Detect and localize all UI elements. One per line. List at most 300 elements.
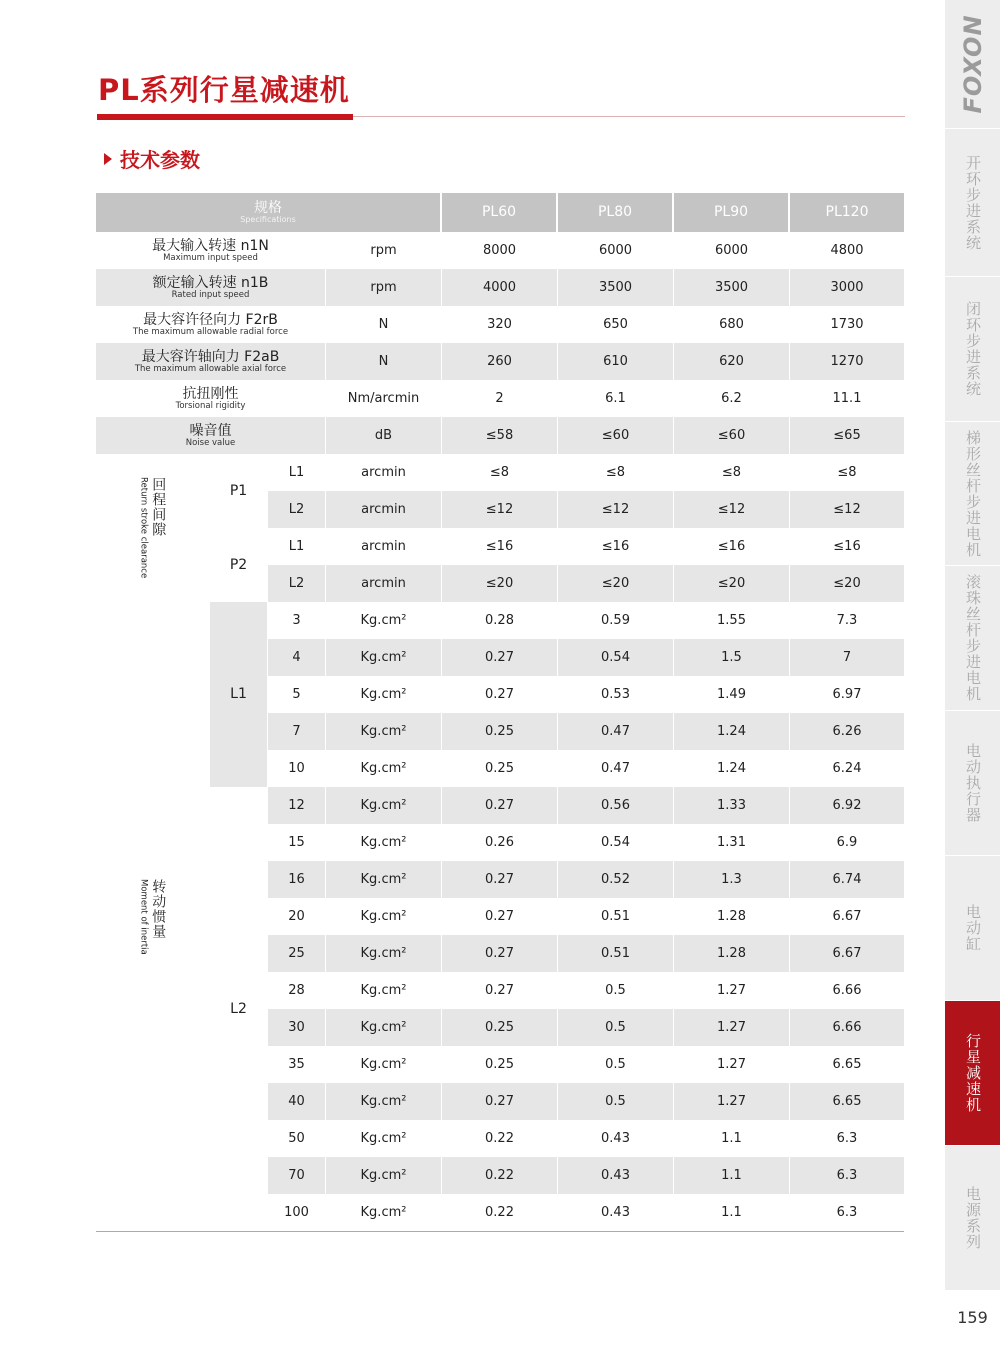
section-heading-label: 技术参数 <box>120 148 200 172</box>
sub-cell <box>268 565 325 602</box>
value-text: 1.24 <box>717 723 746 739</box>
value-text: 1.1 <box>721 1130 742 1146</box>
value-text: ≤8 <box>605 464 626 480</box>
sub-cell <box>268 1046 325 1083</box>
sub-text: 40 <box>288 1093 305 1109</box>
value-cell <box>558 1009 673 1046</box>
value-cell <box>558 935 673 972</box>
unit-cell <box>326 787 441 824</box>
value-text: 1270 <box>830 353 864 369</box>
value-cell <box>674 639 789 676</box>
backlash-category-label <box>139 477 166 578</box>
value-text: 6.74 <box>832 871 862 887</box>
model-header-label: PL80 <box>597 204 633 221</box>
value-cell <box>674 750 789 787</box>
param-name-zh: 额定输入转速 n1B <box>152 274 269 291</box>
value-cell <box>442 491 557 528</box>
sidebar-item[interactable] <box>945 1145 1000 1290</box>
value-text: 1.3 <box>721 871 742 887</box>
value-cell <box>790 565 904 602</box>
value-text: 1.27 <box>717 1093 746 1109</box>
value-cell <box>442 824 557 861</box>
sub-text: L1 <box>288 464 305 480</box>
sidebar-item[interactable] <box>945 565 1000 710</box>
value-cell <box>790 1046 904 1083</box>
value-cell <box>674 380 789 417</box>
value-cell <box>790 935 904 972</box>
sub-cell <box>268 750 325 787</box>
value-cell <box>442 861 557 898</box>
value-cell <box>442 602 557 639</box>
value-text: 1.55 <box>717 612 746 628</box>
unit-text: arcmin <box>361 464 406 480</box>
value-cell <box>442 676 557 713</box>
value-text: 0.5 <box>605 1056 626 1072</box>
value-text: 0.22 <box>485 1167 514 1183</box>
sub-text: 5 <box>292 686 301 702</box>
value-text: 0.54 <box>601 649 630 665</box>
value-text: 6.3 <box>836 1204 858 1220</box>
unit-text: Kg.cm² <box>360 1130 407 1146</box>
value-cell <box>442 306 557 343</box>
value-cell <box>558 528 673 565</box>
value-text: 0.27 <box>485 871 514 887</box>
param-name-cell <box>96 232 325 269</box>
param-name-cell <box>96 306 325 343</box>
value-cell <box>442 787 557 824</box>
sub-cell <box>268 676 325 713</box>
value-text: 1.27 <box>717 1056 746 1072</box>
sub-cell <box>268 861 325 898</box>
value-cell <box>790 972 904 1009</box>
value-cell <box>442 565 557 602</box>
value-cell <box>790 639 904 676</box>
value-text: ≤12 <box>717 501 746 517</box>
value-text: 0.25 <box>485 1056 514 1072</box>
inertia-category-en: Moment of inertia <box>138 878 149 955</box>
unit-text: Kg.cm² <box>360 1204 407 1220</box>
value-cell <box>558 713 673 750</box>
value-cell <box>790 1009 904 1046</box>
value-text: 8000 <box>482 242 517 258</box>
value-cell <box>790 232 904 269</box>
unit-cell <box>326 1120 441 1157</box>
value-cell <box>790 824 904 861</box>
unit-text: N <box>378 316 389 332</box>
value-text: 0.54 <box>601 834 630 850</box>
value-text: ≤12 <box>833 501 861 517</box>
value-cell <box>442 380 557 417</box>
value-text: 0.5 <box>605 982 626 998</box>
value-cell <box>442 454 557 491</box>
value-text: 610 <box>603 353 628 369</box>
value-text: 0.22 <box>485 1130 514 1146</box>
value-cell <box>674 1083 789 1120</box>
value-text: 6.65 <box>832 1056 862 1072</box>
unit-cell <box>326 602 441 639</box>
value-text: 0.27 <box>485 982 514 998</box>
value-cell <box>558 380 673 417</box>
value-cell <box>442 713 557 750</box>
value-cell <box>558 676 673 713</box>
sidebar-item-label: 梯形丝杆步进电机 <box>964 429 982 558</box>
sub-text: L2 <box>288 501 305 517</box>
value-cell <box>442 528 557 565</box>
unit-text: Nm/arcmin <box>347 390 420 406</box>
value-text: 0.27 <box>485 1093 514 1109</box>
value-text: 0.56 <box>601 797 630 813</box>
value-text: 7 <box>842 649 852 665</box>
value-cell <box>790 602 904 639</box>
value-cell <box>674 417 789 454</box>
param-name-zh: 最大容许径向力 F2rB <box>143 311 278 328</box>
value-cell <box>558 491 673 528</box>
unit-cell <box>326 1194 441 1231</box>
unit-cell <box>326 824 441 861</box>
sub-text: 12 <box>288 797 305 813</box>
value-text: ≤20 <box>833 575 861 591</box>
sidebar-item-label: 电动缸 <box>964 904 982 952</box>
value-cell <box>674 1009 789 1046</box>
unit-cell <box>326 1009 441 1046</box>
sub-cell <box>268 1194 325 1231</box>
sidebar-item-label: 电动执行器 <box>964 743 982 823</box>
value-text: 6.92 <box>832 797 862 813</box>
value-text: 11.1 <box>832 390 862 406</box>
sub-cell <box>268 639 325 676</box>
unit-cell <box>326 1157 441 1194</box>
value-text: 6.97 <box>832 686 862 702</box>
brand-logo <box>945 0 1000 128</box>
value-cell <box>790 898 904 935</box>
param-name-cell <box>96 417 325 454</box>
value-text: ≤58 <box>485 427 514 443</box>
unit-cell <box>326 417 441 454</box>
sidebar-item[interactable] <box>945 1000 1000 1145</box>
value-text: 680 <box>719 316 744 332</box>
value-cell <box>442 898 557 935</box>
sub-text: 35 <box>288 1056 305 1072</box>
value-text: 0.51 <box>601 945 630 961</box>
unit-text: Kg.cm² <box>360 1167 407 1183</box>
unit-cell <box>326 1083 441 1120</box>
value-text: 1.27 <box>717 982 746 998</box>
unit-cell <box>326 898 441 935</box>
value-text: ≤60 <box>601 427 630 443</box>
value-cell <box>442 343 557 380</box>
value-text: 0.43 <box>601 1167 630 1183</box>
value-text: 3500 <box>598 279 633 295</box>
value-text: 0.5 <box>605 1019 626 1035</box>
value-cell <box>790 306 904 343</box>
value-text: ≤65 <box>833 427 861 443</box>
unit-cell <box>326 565 441 602</box>
value-text: 0.59 <box>601 612 630 628</box>
value-text: 6.26 <box>832 723 862 739</box>
value-cell <box>674 602 789 639</box>
value-text: 1.28 <box>717 908 746 924</box>
sidebar-item-label: 开环步进系统 <box>964 154 982 251</box>
value-text: 0.26 <box>485 834 514 850</box>
value-cell <box>442 1120 557 1157</box>
value-cell <box>674 454 789 491</box>
sidebar-item[interactable] <box>945 421 1000 565</box>
value-cell <box>674 935 789 972</box>
param-name-cell <box>96 343 325 380</box>
sub-cell <box>268 491 325 528</box>
value-text: 0.27 <box>485 908 514 924</box>
sidebar-item[interactable] <box>945 710 1000 855</box>
value-text: 6.67 <box>832 908 862 924</box>
value-text: 1.5 <box>721 649 742 665</box>
value-cell <box>442 972 557 1009</box>
value-cell <box>674 1194 789 1231</box>
param-name-en: Maximum input speed <box>163 252 258 263</box>
sidebar-item[interactable] <box>945 276 1000 421</box>
table-bottom-rule <box>96 1231 904 1232</box>
param-name-cell <box>96 269 325 306</box>
value-text: ≤20 <box>485 575 514 591</box>
value-text: 260 <box>487 353 512 369</box>
value-text: 6.3 <box>836 1130 858 1146</box>
unit-text: Kg.cm² <box>360 612 407 628</box>
value-cell <box>674 528 789 565</box>
value-cell <box>442 1083 557 1120</box>
value-cell <box>442 1009 557 1046</box>
value-cell <box>674 306 789 343</box>
unit-cell <box>326 528 441 565</box>
unit-text: N <box>378 353 389 369</box>
group-label-text: P2 <box>229 556 248 573</box>
value-text: 6.67 <box>832 945 862 961</box>
value-cell <box>558 306 673 343</box>
value-text: ≤16 <box>833 538 861 554</box>
sub-text: L1 <box>288 538 305 554</box>
sub-text: 50 <box>288 1130 305 1146</box>
value-cell <box>674 676 789 713</box>
value-text: 1.49 <box>717 686 746 702</box>
value-text: 0.47 <box>601 760 630 776</box>
model-header-label: PL60 <box>481 204 517 221</box>
param-name-en: Rated input speed <box>171 289 250 300</box>
unit-text: Kg.cm² <box>360 723 407 739</box>
unit-text: Kg.cm² <box>360 834 407 850</box>
value-text: 1.28 <box>717 945 746 961</box>
value-cell <box>674 232 789 269</box>
value-text: 6000 <box>598 242 633 258</box>
value-cell <box>558 1083 673 1120</box>
param-name-zh: 最大输入转速 n1N <box>152 237 269 254</box>
value-cell <box>790 750 904 787</box>
sidebar-item[interactable] <box>945 128 1000 276</box>
unit-cell <box>326 1046 441 1083</box>
unit-text: Kg.cm² <box>360 1093 407 1109</box>
unit-cell <box>326 380 441 417</box>
param-name-en: Torsional rigidity <box>175 400 246 411</box>
value-cell <box>790 417 904 454</box>
value-text: 6.3 <box>836 1167 858 1183</box>
value-text: 4800 <box>830 242 864 258</box>
brand-logo-text: FOXON <box>958 14 987 114</box>
value-text: 1.27 <box>717 1019 746 1035</box>
spec-header-zh: 规格 <box>254 200 282 217</box>
value-text: 0.25 <box>485 723 514 739</box>
sub-text: 16 <box>288 871 305 887</box>
value-text: 0.27 <box>485 686 514 702</box>
value-text: ≤60 <box>717 427 746 443</box>
value-cell <box>674 787 789 824</box>
unit-text: rpm <box>370 279 397 295</box>
value-cell <box>674 1046 789 1083</box>
page-number: 159 <box>957 1308 988 1327</box>
sub-cell <box>268 787 325 824</box>
unit-text: Kg.cm² <box>360 686 407 702</box>
unit-cell <box>326 343 441 380</box>
sidebar-item-label: 滚珠丝杆步进电机 <box>964 574 982 702</box>
value-cell <box>558 972 673 1009</box>
value-text: 0.47 <box>601 723 630 739</box>
sub-text: 30 <box>288 1019 305 1035</box>
model-header <box>558 193 672 232</box>
value-text: 6.65 <box>832 1093 862 1109</box>
value-text: ≤20 <box>601 575 630 591</box>
model-header-label: PL120 <box>825 204 869 221</box>
value-text: 7.3 <box>836 612 858 628</box>
model-header <box>674 193 788 232</box>
value-cell <box>558 232 673 269</box>
value-cell <box>558 787 673 824</box>
inertia-category-label <box>139 879 166 955</box>
group-label-text: L1 <box>230 686 247 703</box>
value-cell <box>674 565 789 602</box>
value-cell <box>790 454 904 491</box>
param-name-en: Noise value <box>185 437 236 448</box>
value-text: 0.5 <box>605 1093 626 1109</box>
value-text: 0.27 <box>485 945 514 961</box>
unit-text: Kg.cm² <box>360 1019 407 1035</box>
backlash-category-en: Return stroke clearance <box>138 477 149 579</box>
unit-text: arcmin <box>361 538 406 554</box>
value-text: 0.43 <box>601 1130 630 1146</box>
unit-text: arcmin <box>361 575 406 591</box>
unit-cell <box>326 232 441 269</box>
value-text: 6.1 <box>605 390 626 406</box>
value-cell <box>442 269 557 306</box>
value-cell <box>558 1194 673 1231</box>
value-text: 6.66 <box>832 982 862 998</box>
sub-text: 25 <box>288 945 305 961</box>
value-cell <box>790 861 904 898</box>
value-text: 6.2 <box>721 390 742 406</box>
value-text: 6.24 <box>832 760 862 776</box>
value-cell <box>442 1157 557 1194</box>
value-cell <box>558 898 673 935</box>
value-text: 1.24 <box>717 760 746 776</box>
value-text: 3000 <box>830 279 864 295</box>
sidebar-item-label: 闭环步进系统 <box>964 301 982 397</box>
sub-cell <box>268 935 325 972</box>
value-cell <box>790 676 904 713</box>
group-label-cell <box>210 787 267 1231</box>
value-text: 0.27 <box>485 649 514 665</box>
value-text: ≤8 <box>489 464 510 480</box>
sub-text: 20 <box>288 908 305 924</box>
unit-cell <box>326 713 441 750</box>
triangle-bullet-icon <box>104 153 112 165</box>
value-cell <box>674 491 789 528</box>
value-cell <box>790 343 904 380</box>
sub-cell <box>268 1009 325 1046</box>
value-text: ≤16 <box>601 538 630 554</box>
sub-text: 3 <box>292 612 301 628</box>
sub-cell <box>268 1120 325 1157</box>
value-text: 0.25 <box>485 1019 514 1035</box>
value-cell <box>442 417 557 454</box>
value-text: ≤8 <box>721 464 742 480</box>
value-cell <box>674 713 789 750</box>
sub-cell <box>268 528 325 565</box>
value-text: 6.66 <box>832 1019 862 1035</box>
value-text: 6000 <box>714 242 749 258</box>
group-label-text: L2 <box>230 1000 247 1017</box>
unit-text: arcmin <box>361 501 406 517</box>
value-cell <box>442 750 557 787</box>
value-cell <box>790 380 904 417</box>
value-cell <box>442 935 557 972</box>
unit-text: Kg.cm² <box>360 760 407 776</box>
value-text: 1.1 <box>721 1167 742 1183</box>
param-name-en: The maximum allowable radial force <box>132 326 289 337</box>
unit-cell <box>326 454 441 491</box>
value-text: 0.25 <box>485 760 514 776</box>
unit-text: dB <box>374 427 393 443</box>
spec-header-en: Specifications <box>240 214 296 224</box>
value-text: 4000 <box>482 279 517 295</box>
sidebar-item-label: 行星减速机 <box>964 1033 982 1113</box>
unit-cell <box>326 972 441 1009</box>
value-text: ≤16 <box>485 538 514 554</box>
param-name-zh: 噪音值 <box>189 422 232 439</box>
value-text: 650 <box>603 316 628 332</box>
value-text: ≤16 <box>717 538 746 554</box>
title-accent-bar <box>97 114 353 120</box>
value-cell <box>674 1157 789 1194</box>
value-cell <box>674 269 789 306</box>
sub-text: 15 <box>288 834 305 850</box>
value-text: 1730 <box>830 316 864 332</box>
unit-text: Kg.cm² <box>360 871 407 887</box>
value-text: 320 <box>487 316 512 332</box>
sub-cell <box>268 898 325 935</box>
page-title: PL系列行星减速机 <box>98 73 350 107</box>
inertia-category-zh: 转动惯量 <box>150 878 167 939</box>
value-cell <box>790 269 904 306</box>
backlash-category-zh: 回程间隙 <box>150 477 167 538</box>
value-cell <box>674 343 789 380</box>
param-name-en: The maximum allowable axial force <box>134 363 287 374</box>
group-label-cell <box>210 528 267 602</box>
value-cell <box>558 1046 673 1083</box>
group-label-cell <box>210 602 267 787</box>
sub-text: 70 <box>288 1167 305 1183</box>
unit-text: Kg.cm² <box>360 982 407 998</box>
value-text: 0.22 <box>485 1204 514 1220</box>
group-label-text: P1 <box>229 482 248 499</box>
value-cell <box>790 1083 904 1120</box>
unit-text: Kg.cm² <box>360 908 407 924</box>
sidebar-item[interactable] <box>945 855 1000 1000</box>
value-cell <box>674 972 789 1009</box>
